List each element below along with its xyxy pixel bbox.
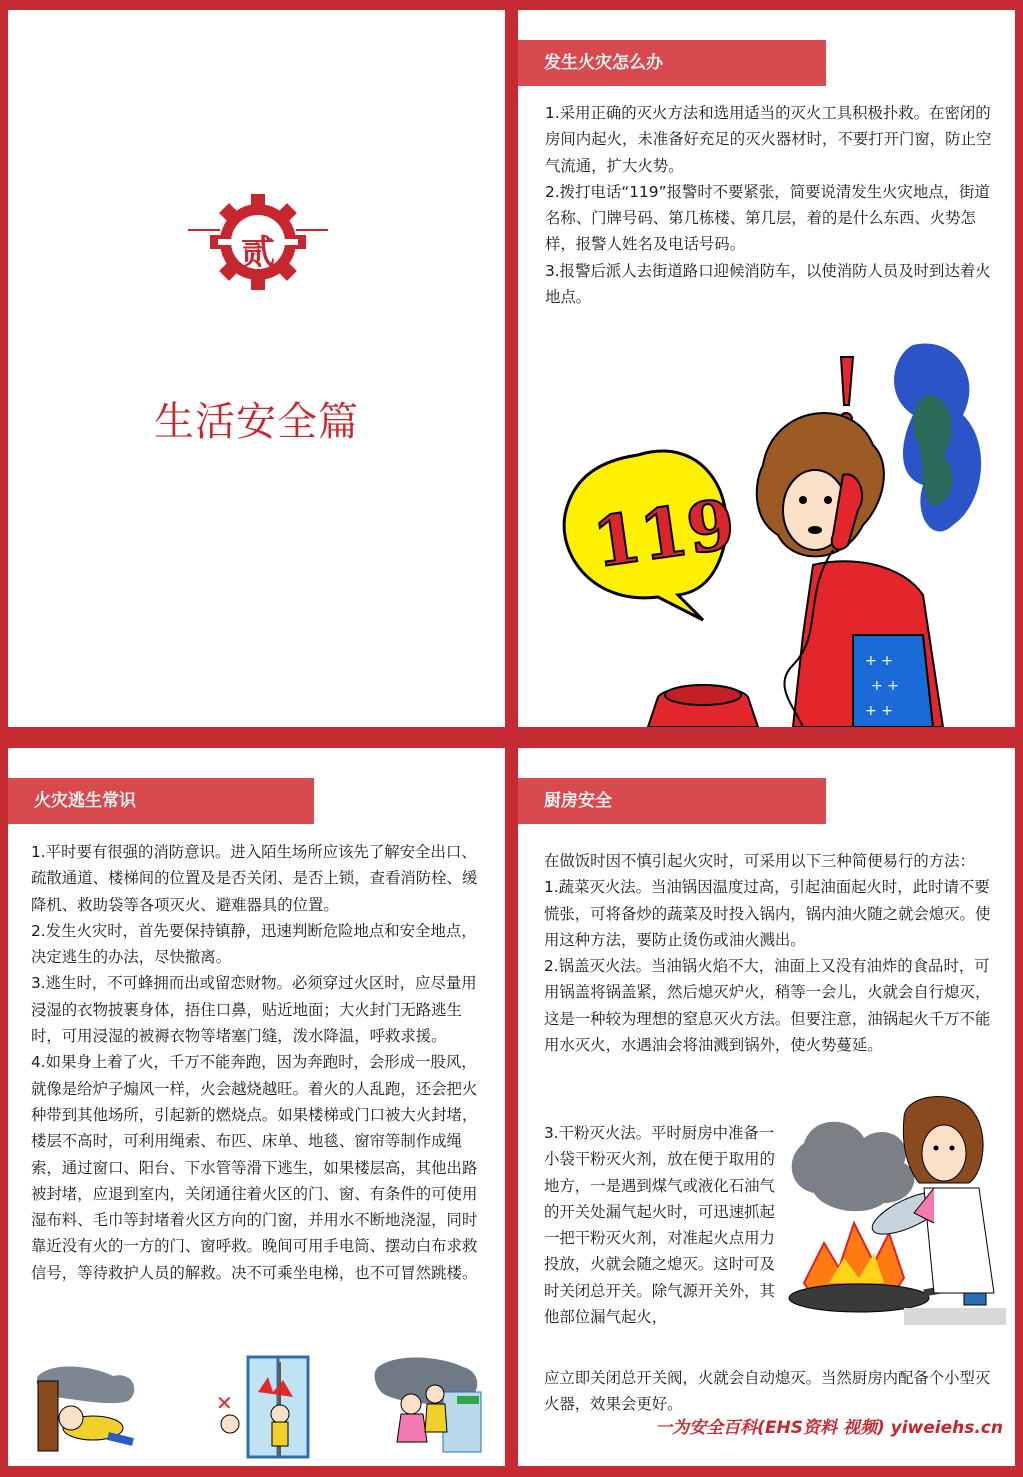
fire-text bbox=[545, 100, 995, 310]
exit-illustration bbox=[373, 1352, 485, 1460]
kitchen-panel bbox=[518, 748, 1015, 1466]
paragraph: 2.发生火灾时，首先要保持镇静，迅速判断危险地点和安全地点，决定逃生的办法，尽快撤离。 bbox=[31, 921, 477, 967]
cover-title: 生活安全篇 bbox=[154, 399, 359, 445]
paragraph: 应立即关闭总开关阀，火就会自动熄灭。当然厨房内配备个小型灭火器，效果会更好。 bbox=[544, 1369, 991, 1414]
kitchen-text bbox=[544, 848, 996, 1058]
section-badge: 贰 bbox=[241, 233, 275, 273]
paragraph: 2.拨打电话“119”报警时不要紧张，简要说清发生火灾地点，街道名称、门牌号码、第几栋楼、第几层，着的是什么东西、火势怎样，报警人姓名及电话号码。 bbox=[545, 182, 990, 254]
paragraph: 1.采用正确的灭火方法和选用适当的灭火工具积极扑救。在密闭的房间内起火，未准备好充足的灭火器材时，不要打开门窗，防止空气流通，扩大火势。 bbox=[545, 104, 992, 175]
kitchen-side-text bbox=[544, 1120, 776, 1330]
cover-panel bbox=[8, 10, 505, 727]
rope-illustration bbox=[208, 1352, 318, 1460]
fire-panel bbox=[518, 10, 1015, 727]
bubble-number: 119 bbox=[588, 484, 740, 584]
svg-text:+ +: + + bbox=[865, 703, 893, 719]
paragraph: 3.逃生时，不可蜂拥而出或留恋财物。必须穿过火区时，应尽量用浸湿的衣物披裹身体，捂住口鼻，贴近地面；大火封门无路逃生时，可用浸湿的被褥衣物等堵塞门缝，泼水降温，呼救求援。 bbox=[31, 974, 477, 1046]
footer-credit: 一为安全百科(EHS资料 视频) yiweiehs.cn bbox=[655, 1418, 1003, 1438]
escape-panel bbox=[8, 748, 505, 1466]
paragraph: 3.干粉灭火法。平时厨房中准备一小袋干粉灭火剂，放在便于取用的地方，一是遇到煤气或液化石油气的开关处漏气起火时，可迅速抓起一把干粉灭火剂，对准起火点用力投放，火就会随之熄灭。这时可及时关闭总开关。除气源开关外，其他部位漏气起火， bbox=[544, 1124, 775, 1327]
intro: 在做饭时因不慎引起火灾时，可采用以下三种简便易行的方法： bbox=[544, 852, 975, 870]
svg-text:+ +: + + bbox=[871, 678, 899, 694]
svg-text:✕: ✕ bbox=[216, 1391, 233, 1415]
section-header: 发生火灾怎么办 bbox=[518, 40, 826, 86]
svg-text:+ +: + + bbox=[865, 653, 893, 669]
section-header: 厨房安全 bbox=[518, 778, 826, 824]
speech-bubble-icon bbox=[564, 451, 740, 620]
paragraph: 4.如果身上着了火，千万不能奔跑，因为奔跑时，会形成一股风，就像是给炉子煽风一样，火会越烧越旺。着火的人乱跑，还会把火种带到其他场所，引起新的燃烧点。如果楼梯或门口被大火封堵，楼层不高时，可利用绳索、布匹、床单、地毯、窗帘等制作成绳索，通过窗口、阳台、下水管等滑下逃生，如果楼层高，其他出路被封堵，应退到室内，关闭通往着火区的门、窗、有条件的可使用湿布料、毛巾等封堵着火区方向的门窗，并用水不断地浇湿，同时靠近没有火的一方的门、窗呼救。晚间可用手电筒、摆动白布求救信号，等待救护人员的解救。决不可乘坐电梯，也不可冒然跳楼。 bbox=[31, 1053, 478, 1282]
phone-call-illustration bbox=[553, 335, 993, 727]
telephone-icon bbox=[648, 685, 758, 727]
paragraph: 3.报警后派人去街道路口迎候消防车，以使消防人员及时到达着火地点。 bbox=[545, 261, 991, 307]
paragraph: 2.锅盖灭火法。当油锅火焰不大，油面上又没有油炸的食品时，可用锅盖将锅盖紧，然后熄灭炉火，稍等一会儿，火就会自行熄灭，这是一种较为理想的窒息灭火方法。但要注意，油锅起火千万不能用水灭火，水遇油会将油溅到锅外，使火势蔓延。 bbox=[544, 957, 991, 1055]
crawl-illustration bbox=[33, 1356, 143, 1456]
paragraph: 1.蔬菜灭火法。当油锅因温度过高，引起油面起火时，此时请不要慌张，可将备炒的蔬菜及时投入锅内，锅内油火随之就会熄灭。使用这种方法，要防止烫伤或油火溅出。 bbox=[544, 878, 991, 949]
escape-text bbox=[31, 839, 489, 1286]
section-header: 火灾逃生常识 bbox=[8, 778, 314, 824]
paragraph: 1.平时要有很强的消防意识。进入陌生场所应该先了解安全出口、疏散通道、楼梯间的位置及是否关闭、是否上锁，查看消防栓、缓降机、救助袋等各项灭火、避难器具的位置。 bbox=[31, 843, 478, 914]
kitchen-fire-illustration bbox=[784, 1093, 1006, 1325]
kitchen-closing-text bbox=[544, 1365, 996, 1418]
